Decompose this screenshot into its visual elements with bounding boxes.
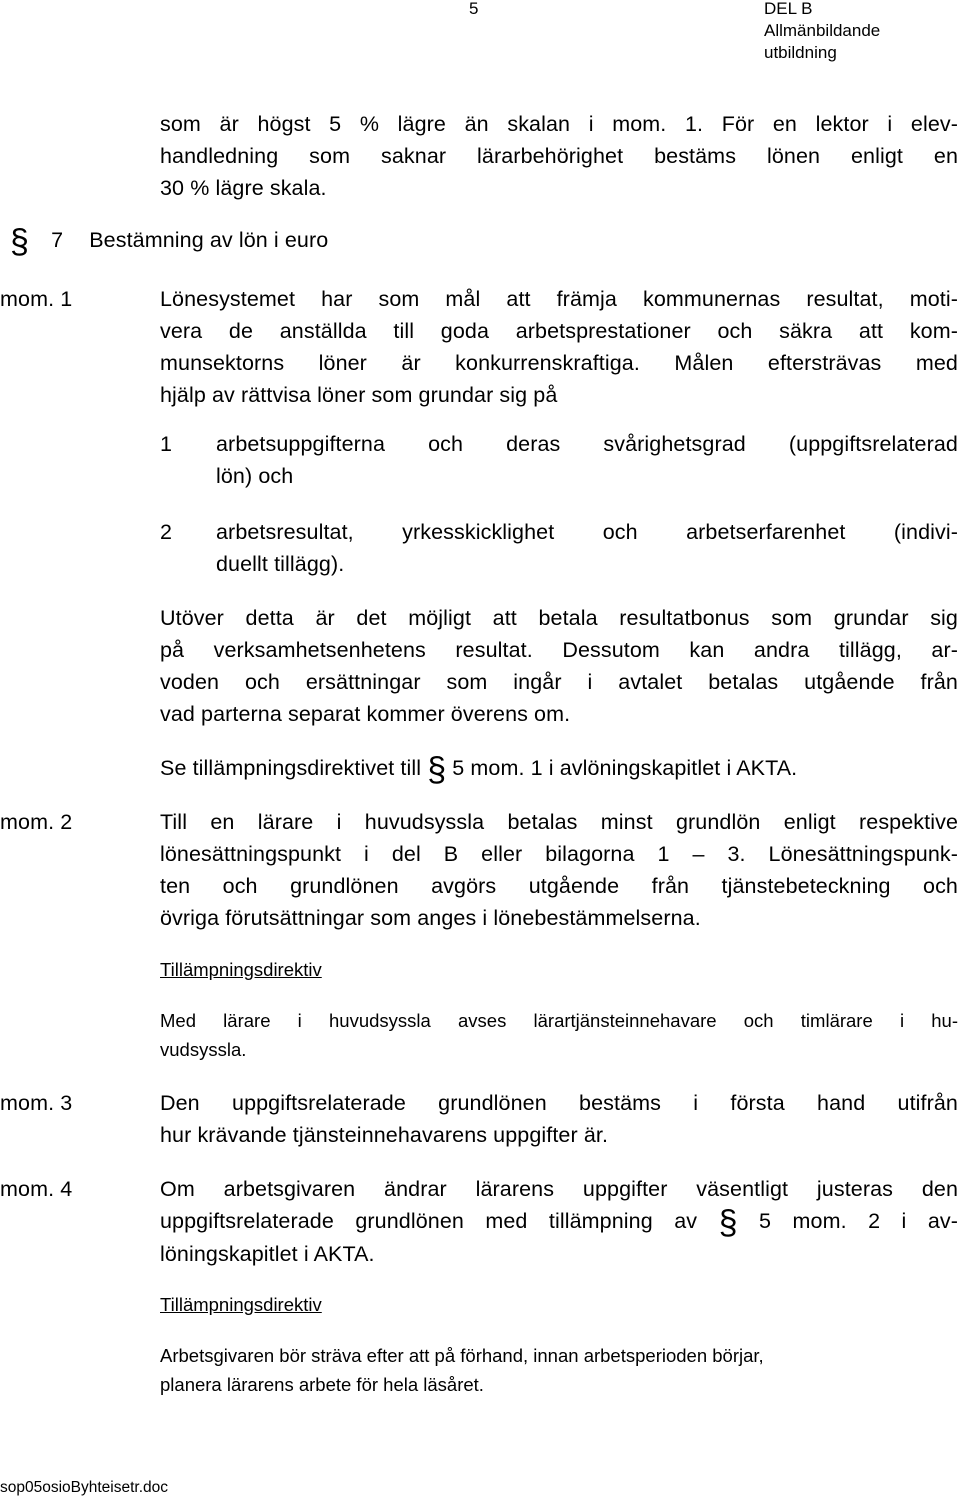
section-number: 7 xyxy=(51,228,64,252)
directive-heading: Tillämpningsdirektiv xyxy=(160,959,322,980)
text-line: Till en lärare i huvudsyssla betalas minst grundlön enligt respektive xyxy=(160,810,958,834)
text-fragment: 5 mom. 2 i av- xyxy=(759,1209,959,1233)
mom1-paragraph-1 xyxy=(160,283,958,411)
mom2-directive xyxy=(160,1006,958,1064)
text-line: på verksamhetsenhetens resultat. Dessutom kan andra tillägg, ar- xyxy=(160,638,958,662)
mom1-paragraph-2 xyxy=(160,602,958,730)
mom2-label: mom. 2 xyxy=(0,810,73,834)
text-line: hur krävande tjänsteinnehavarens uppgifter är. xyxy=(160,1123,609,1147)
text-line: arbetsuppgifterna och deras svårighetsgrad (uppgiftsrelaterad xyxy=(216,432,958,456)
directive-heading: Tillämpningsdirektiv xyxy=(160,1294,322,1315)
mom4-directive xyxy=(160,1341,958,1399)
text-fragment: uppgiftsrelaterade grundlönen med tillämpning av xyxy=(160,1209,698,1233)
footer-filename: sop05osioByhteisetr.doc xyxy=(0,1479,169,1496)
text-line: Om arbetsgivaren ändrar lärarens uppgifter väsentligt justeras den xyxy=(160,1177,958,1201)
mom4-label: mom. 4 xyxy=(0,1177,73,1201)
mom1-reference xyxy=(160,751,798,789)
text-line: Lönesystemet har som mål att främja kommunernas resultat, moti- xyxy=(160,287,958,311)
text-line: löningskapitlet i AKTA. xyxy=(160,1242,375,1266)
text-line: Med lärare i huvudsyssla avses lärartjänsteinnehavare och timlärare i hu- xyxy=(160,1010,958,1031)
mom2-paragraph xyxy=(160,806,958,934)
list-number-1: 1 xyxy=(160,432,173,456)
section-heading xyxy=(10,223,329,261)
section-title: Bestämning av lön i euro xyxy=(89,228,329,252)
text-line: Utöver detta är det möjligt att betala resultatbonus som grundar sig xyxy=(160,606,958,630)
text-line xyxy=(160,1204,959,1242)
section-symbol: § xyxy=(10,223,30,261)
list-item-1 xyxy=(216,428,958,492)
text-line: Arbetsgivaren bör sträva efter att på förhand, innan arbetsperioden börjar, xyxy=(160,1345,764,1366)
text-line: lönesättningspunkt i del B eller bilagorna 1 – 3. Lönesättningspunk- xyxy=(160,842,958,866)
text-line: vad parterna separat kommer överens om. xyxy=(160,702,571,726)
text-line: voden och ersättningar som ingår i avtalet betalas utgående från xyxy=(160,670,958,694)
header-title-line1: Allmänbildande xyxy=(764,21,881,40)
text-line: arbetsresultat, yrkesskicklighet och arbetserfarenhet (indivi- xyxy=(216,520,958,544)
text-line: som är högst 5 % lägre än skalan i mom. 1. För en lektor i elev- xyxy=(160,112,958,136)
text-line: hjälp av rättvisa löner som grundar sig på xyxy=(160,383,558,407)
mom4-paragraph xyxy=(160,1173,958,1270)
page-number: 5 xyxy=(469,0,479,18)
text-line: handledning som saknar lärarbehörighet bestäms lönen enligt en xyxy=(160,144,958,168)
header-part: DEL B xyxy=(764,0,813,18)
section-symbol: § xyxy=(427,751,447,789)
text-line: lön) och xyxy=(216,464,294,488)
mom3-label: mom. 3 xyxy=(0,1091,73,1115)
text-line: munsektorns löner är konkurrenskraftiga. Målen eftersträvas med xyxy=(160,351,958,375)
text-line: vudsyssla. xyxy=(160,1039,247,1060)
text-line: ten och grundlönen avgörs utgående från tjänstebeteckning och xyxy=(160,874,958,898)
text-line: duellt tillägg). xyxy=(216,552,345,576)
text-line: Den uppgiftsrelaterade grundlönen bestäms i första hand utifrån xyxy=(160,1091,958,1115)
reference-text-before: Se tillämpningsdirektivet till xyxy=(160,756,422,780)
text-line: 30 % lägre skala. xyxy=(160,176,327,200)
list-item-2 xyxy=(216,516,958,580)
text-line: vera de anställda till goda arbetsprestationer och säkra att kom- xyxy=(160,319,958,343)
reference-text-after: 5 mom. 1 i avlöningskapitlet i AKTA. xyxy=(452,756,798,780)
mom1-label: mom. 1 xyxy=(0,287,73,311)
text-line: planera lärarens arbete för hela läsåret. xyxy=(160,1374,484,1395)
mom3-paragraph xyxy=(160,1087,958,1151)
list-number-2: 2 xyxy=(160,520,173,544)
section-symbol: § xyxy=(718,1204,738,1242)
text-line: övriga förutsättningar som anges i lönebestämmelserna. xyxy=(160,906,701,930)
header-title-line2: utbildning xyxy=(764,43,837,62)
intro-paragraph xyxy=(160,108,958,204)
